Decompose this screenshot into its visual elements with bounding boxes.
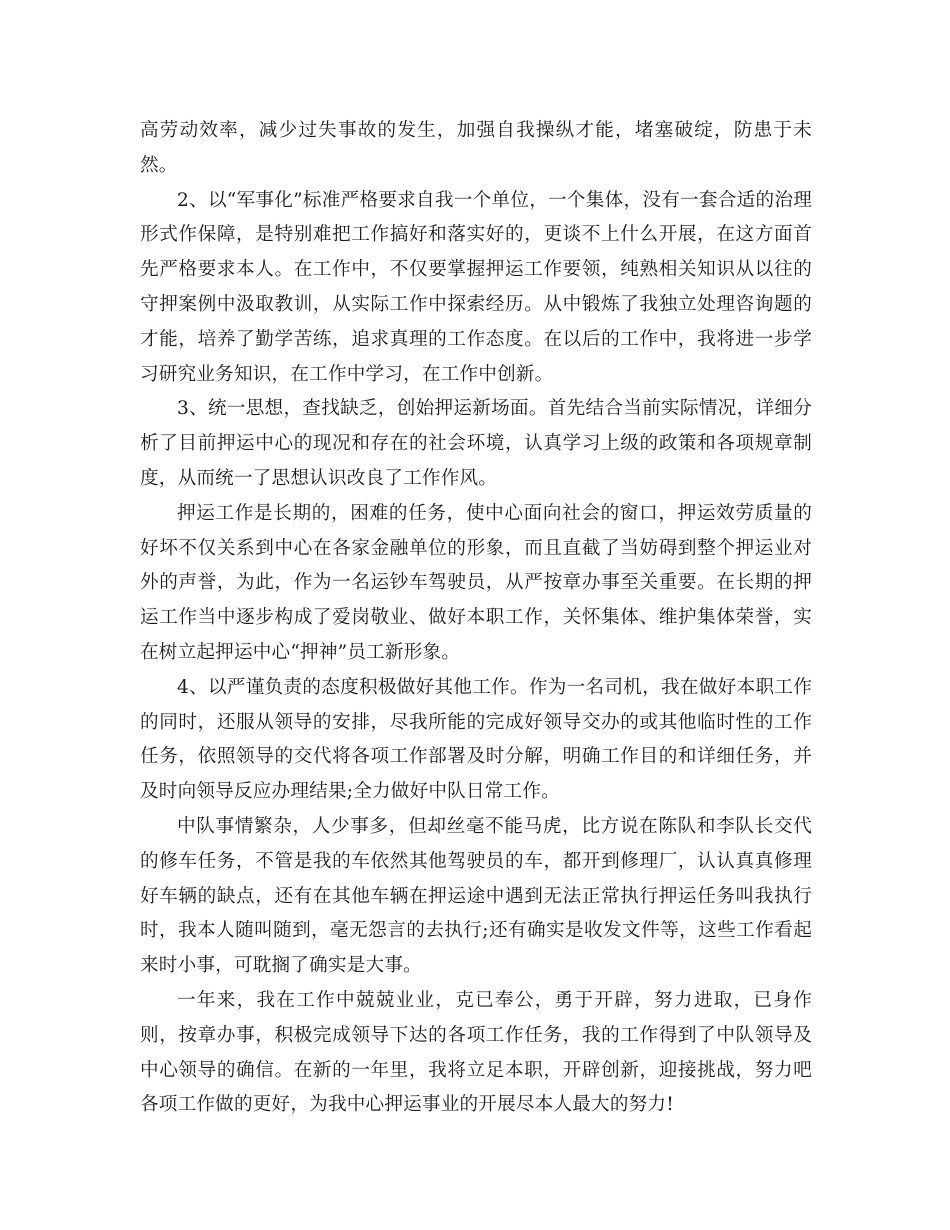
paragraph-escort-work: 押运工作是长期的，困难的任务，使中心面向社会的窗口，押运效劳质量的好坏不仅关系到中心在各家金融单位的形象，而且直截了当妨碍到整个押运业对外的声誉，为此，作为一名运钞车驾驶员，从严按章办事至关重要。在长期的押运工作当中逐步构成了爱岗敬业、做好本职工作，关怀集体、维护集体荣誉，实在树立起押运中心“押神”员工新形象。 — [140, 502, 812, 663]
paragraph-item-4: 4、以严谨负责的态度积极做好其他工作。作为一名司机，我在做好本职工作的同时，还服从领导的安排，尽我所能的完成好领导交办的或其他临时性的工作任务，依照领导的交代将各项工作部署及时分解，明确工作目的和详细任务，并及时向领导反应办理结果;全力做好中队日常工作。 — [140, 676, 812, 803]
paragraph-item-2: 2、以“军事化”标准严格要求自我一个单位，一个集体，没有一套合适的治理形式作保障，是特别难把工作搞好和落实好的，更谈不上什么开展，在这方面首先严格要求本人。在工作中，不仅要掌握押运工作要领，纯熟相关知识从以往的守押案例中汲取教训，从实际工作中探索经历。从中锻炼了我独立处理咨询题的才能，培养了勤学苦练，追求真理的工作态度。在以后的工作中，我将进一步学习研究业务知识，在工作中学习，在工作中创新。 — [140, 189, 812, 385]
paragraph-year-summary: 一年来，我在工作中兢兢业业，克已奉公，勇于开辟，努力进取，已身作则，按章办事，积极完成领导下达的各项工作任务，我的工作得到了中队领导及中心领导的确信。在新的一年里，我将立足本职，开辟创新，迎接挑战，努力吧各项工作做的更好，为我中心押运事业的开展尽本人最大的努力! — [140, 989, 812, 1116]
paragraph-continuation: 高劳动效率，减少过失事故的发生，加强自我操纵才能，堵塞破绽，防患于未然。 — [140, 120, 812, 176]
document-body — [140, 114, 812, 1123]
paragraph-squad-affairs: 中队事情繁杂，人少事多，但却丝毫不能马虎，比方说在陈队和李队长交代的修车任务，不管是我的车依然其他驾驶员的车，都开到修理厂，认认真真修理好车辆的缺点，还有在其他车辆在押运途中遇到无法正常执行押运任务叫我执行时，我本人随叫随到，毫无怨言的去执行;还有确实是收发文件等，这些工作看起来时小事，可耽搁了确实是大事。 — [140, 815, 812, 977]
paragraph-item-3: 3、统一思想，查找缺乏，创始押运新场面。首先结合当前实际情况，详细分析了目前押运中心的现况和存在的社会环境，认真学习上级的政策和各项规章制度，从而统一了思想认识改良了工作作风。 — [140, 398, 812, 489]
